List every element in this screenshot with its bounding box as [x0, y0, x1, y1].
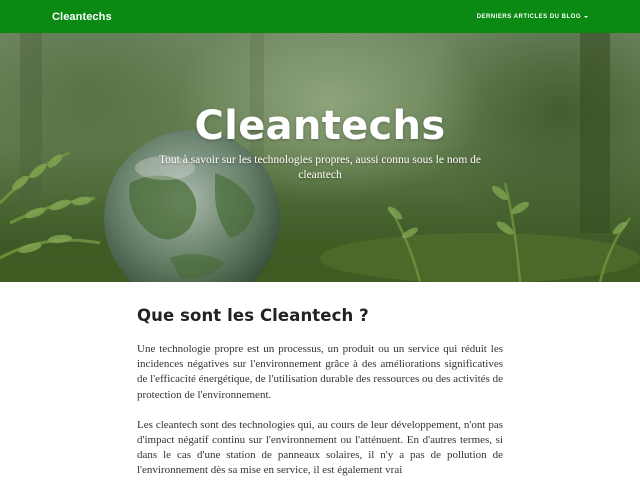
- blog-articles-dropdown[interactable]: [477, 14, 588, 20]
- hero-title: Cleantechs: [194, 103, 446, 149]
- caret-down-icon: [584, 16, 588, 18]
- blog-articles-dropdown-label: DERNIERS ARTICLES DU BLOG: [476, 13, 581, 20]
- navbar: [0, 0, 640, 33]
- article-content: [137, 306, 503, 480]
- hero-banner: [0, 33, 640, 282]
- hero-subtitle: Tout à savoir sur les technologies propres, aussi connu sous le nom de cleantech: [158, 154, 482, 181]
- article-paragraph: Les cleantech sont des technologies qui, au cours de leur développement, n'ont pas d'impact négatif continu sur l'environnement ou l'atténuent. En d'autres termes, si dans le cas d'une station de panneaux solaires, il n'y a pas de pollution de l'environnement dès sa mise en service, il est également vrai: [137, 418, 503, 477]
- article-heading: Que sont les Cleantech ?: [137, 306, 369, 325]
- article-paragraph: Une technologie propre est un processus, un produit ou un service qui réduit les incidences négatives sur l'environnement grâce à des améliorations significatives de l'efficacité énergétique, de l'utilisation durable des ressources ou des activités de protection de l'environnement.: [137, 343, 503, 401]
- brand-link[interactable]: Cleantechs: [52, 10, 112, 23]
